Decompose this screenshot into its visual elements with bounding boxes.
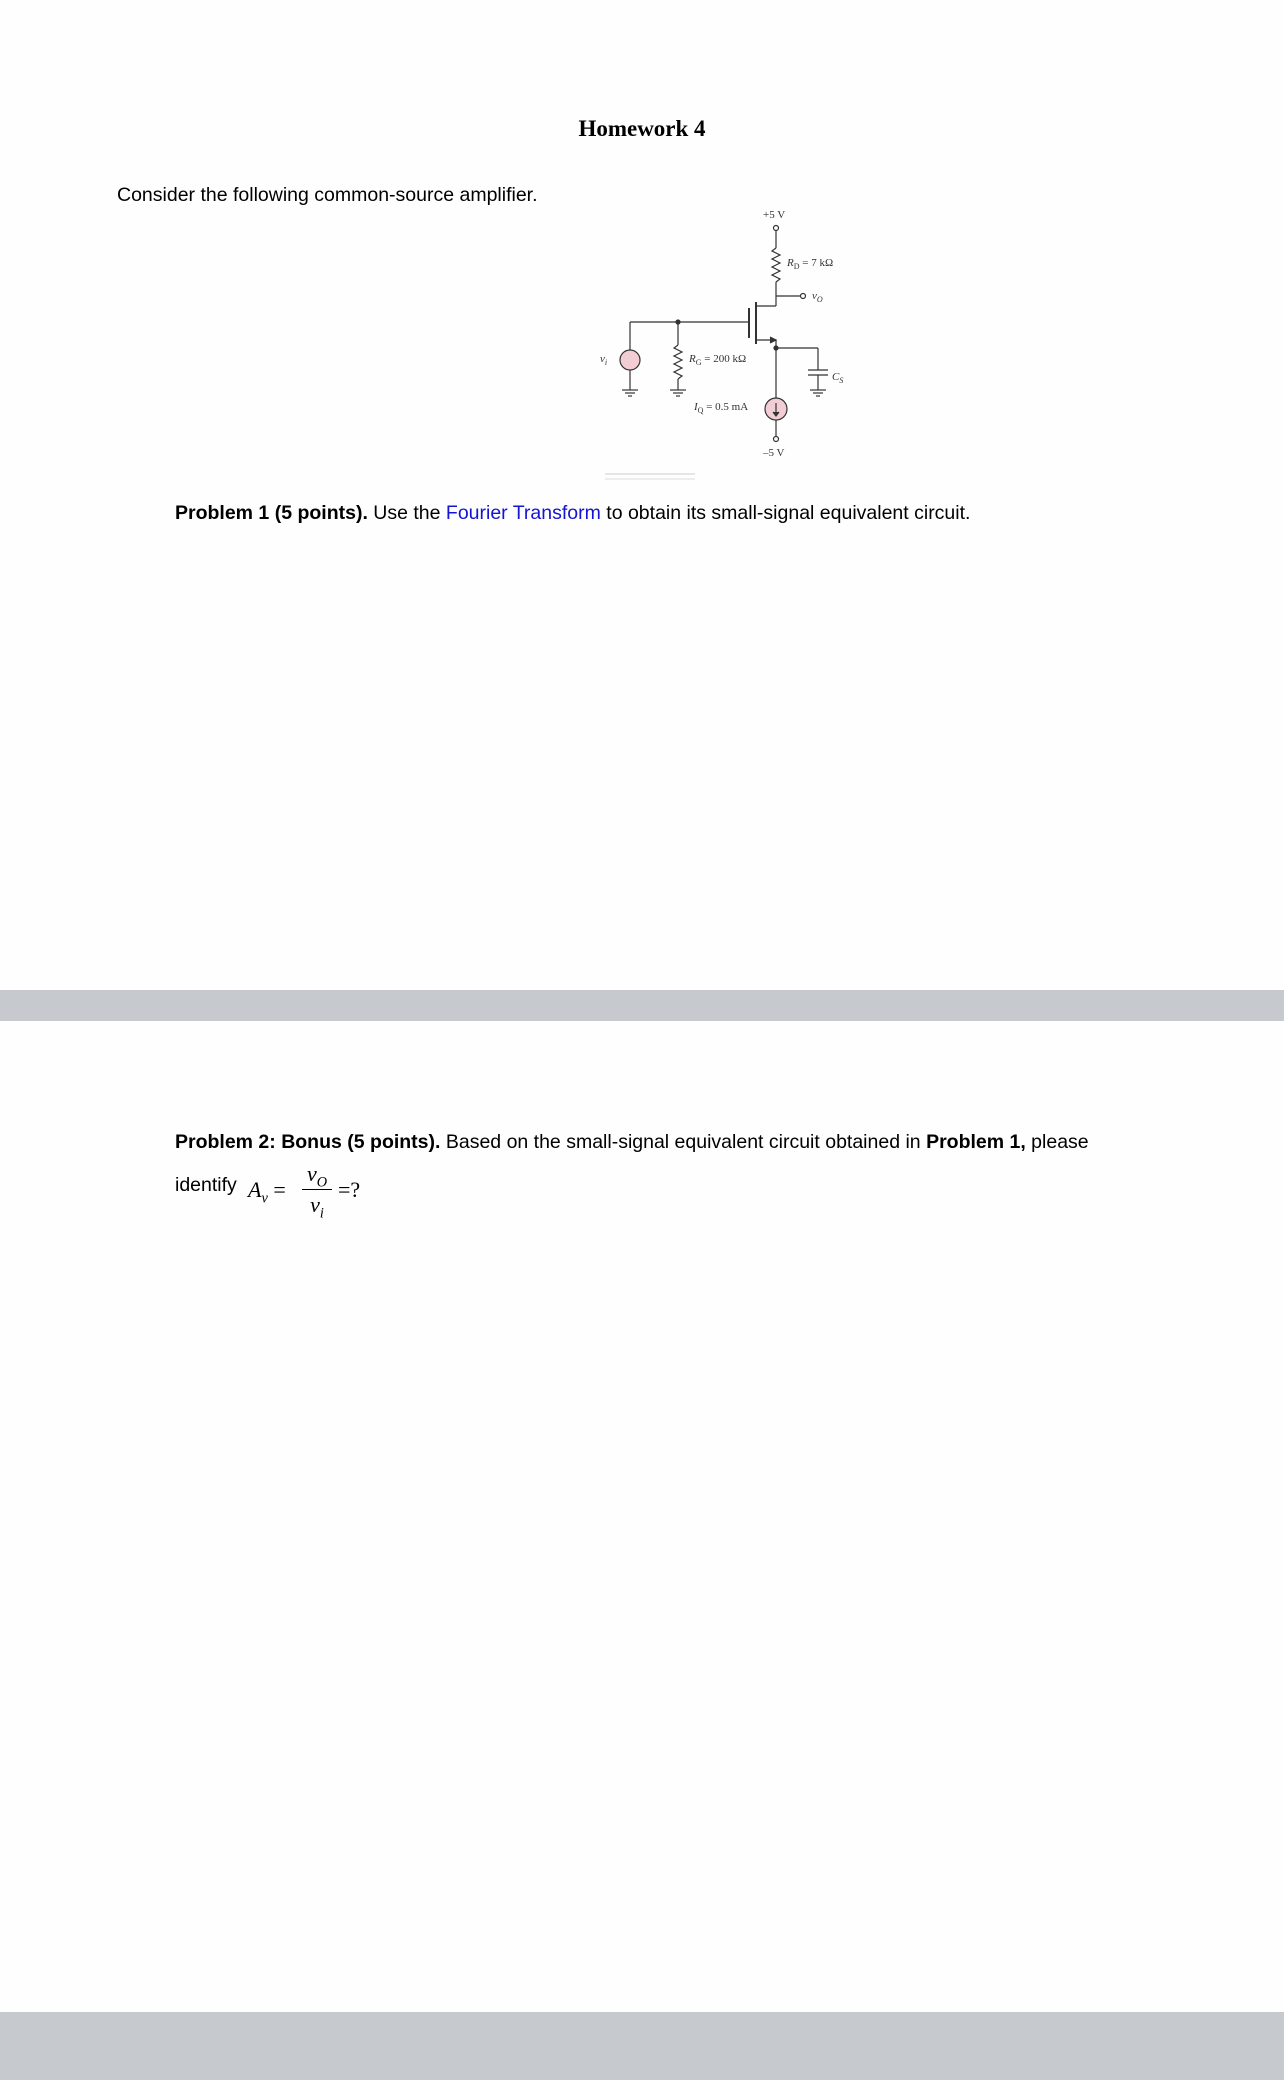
rd-resistor <box>772 248 780 282</box>
fourier-transform-link[interactable]: Fourier Transform <box>445 502 601 524</box>
problem-2-ref: Problem 1, <box>926 1131 1026 1153</box>
rg-label: $R_G = 200$ kΩ <box>689 353 747 367</box>
vminus-terminal <box>774 437 779 442</box>
problem-2-line2: identify <box>175 1174 237 1196</box>
circuit-diagram <box>590 200 870 490</box>
fraction-denominator: $v_i$ <box>310 1192 324 1222</box>
equation-fraction <box>302 1161 332 1222</box>
vminus-label: –5 V <box>763 447 785 459</box>
problem-1-text-after: to obtain its small-signal equivalent circuit. <box>600 502 971 524</box>
page-2 <box>0 1021 1284 2012</box>
problem-1-heading: Problem 1 (5 points). <box>175 502 368 524</box>
vo-label: $v_O$ <box>812 290 823 304</box>
equation-rhs: =? <box>338 1177 361 1202</box>
rd-label: $R_D = 7$ kΩ <box>787 257 834 271</box>
problem-1-text-before: Use the <box>367 502 446 524</box>
problem-2-text-mid: Based on the small-signal equivalent circuit obtained in <box>440 1131 927 1153</box>
vplus-terminal <box>774 226 779 231</box>
problem-1 <box>175 502 970 525</box>
rg-resistor <box>674 345 682 379</box>
cs-label: $C_S$ <box>832 371 844 385</box>
iq-label: $I_Q = 0.5$ mA <box>694 401 749 415</box>
vplus-label: +5 V <box>763 209 786 221</box>
copyright-smudge <box>605 474 695 479</box>
vo-terminal <box>801 294 806 299</box>
document-title: Homework 4 <box>578 116 706 141</box>
vi-label: $v_i$ <box>600 353 608 367</box>
problem-2-heading: Problem 2: Bonus (5 points). <box>175 1131 441 1153</box>
equation-lhs: $A_v$ = <box>248 1177 286 1207</box>
page-1 <box>0 0 1284 990</box>
problem-2 <box>175 1131 1089 1154</box>
intro-text: Consider the following common-source amplifier. <box>117 184 538 206</box>
problem-2-text-end: please <box>1025 1131 1089 1153</box>
vi-source <box>620 350 640 370</box>
fraction-numerator: $v_O$ <box>306 1161 328 1191</box>
